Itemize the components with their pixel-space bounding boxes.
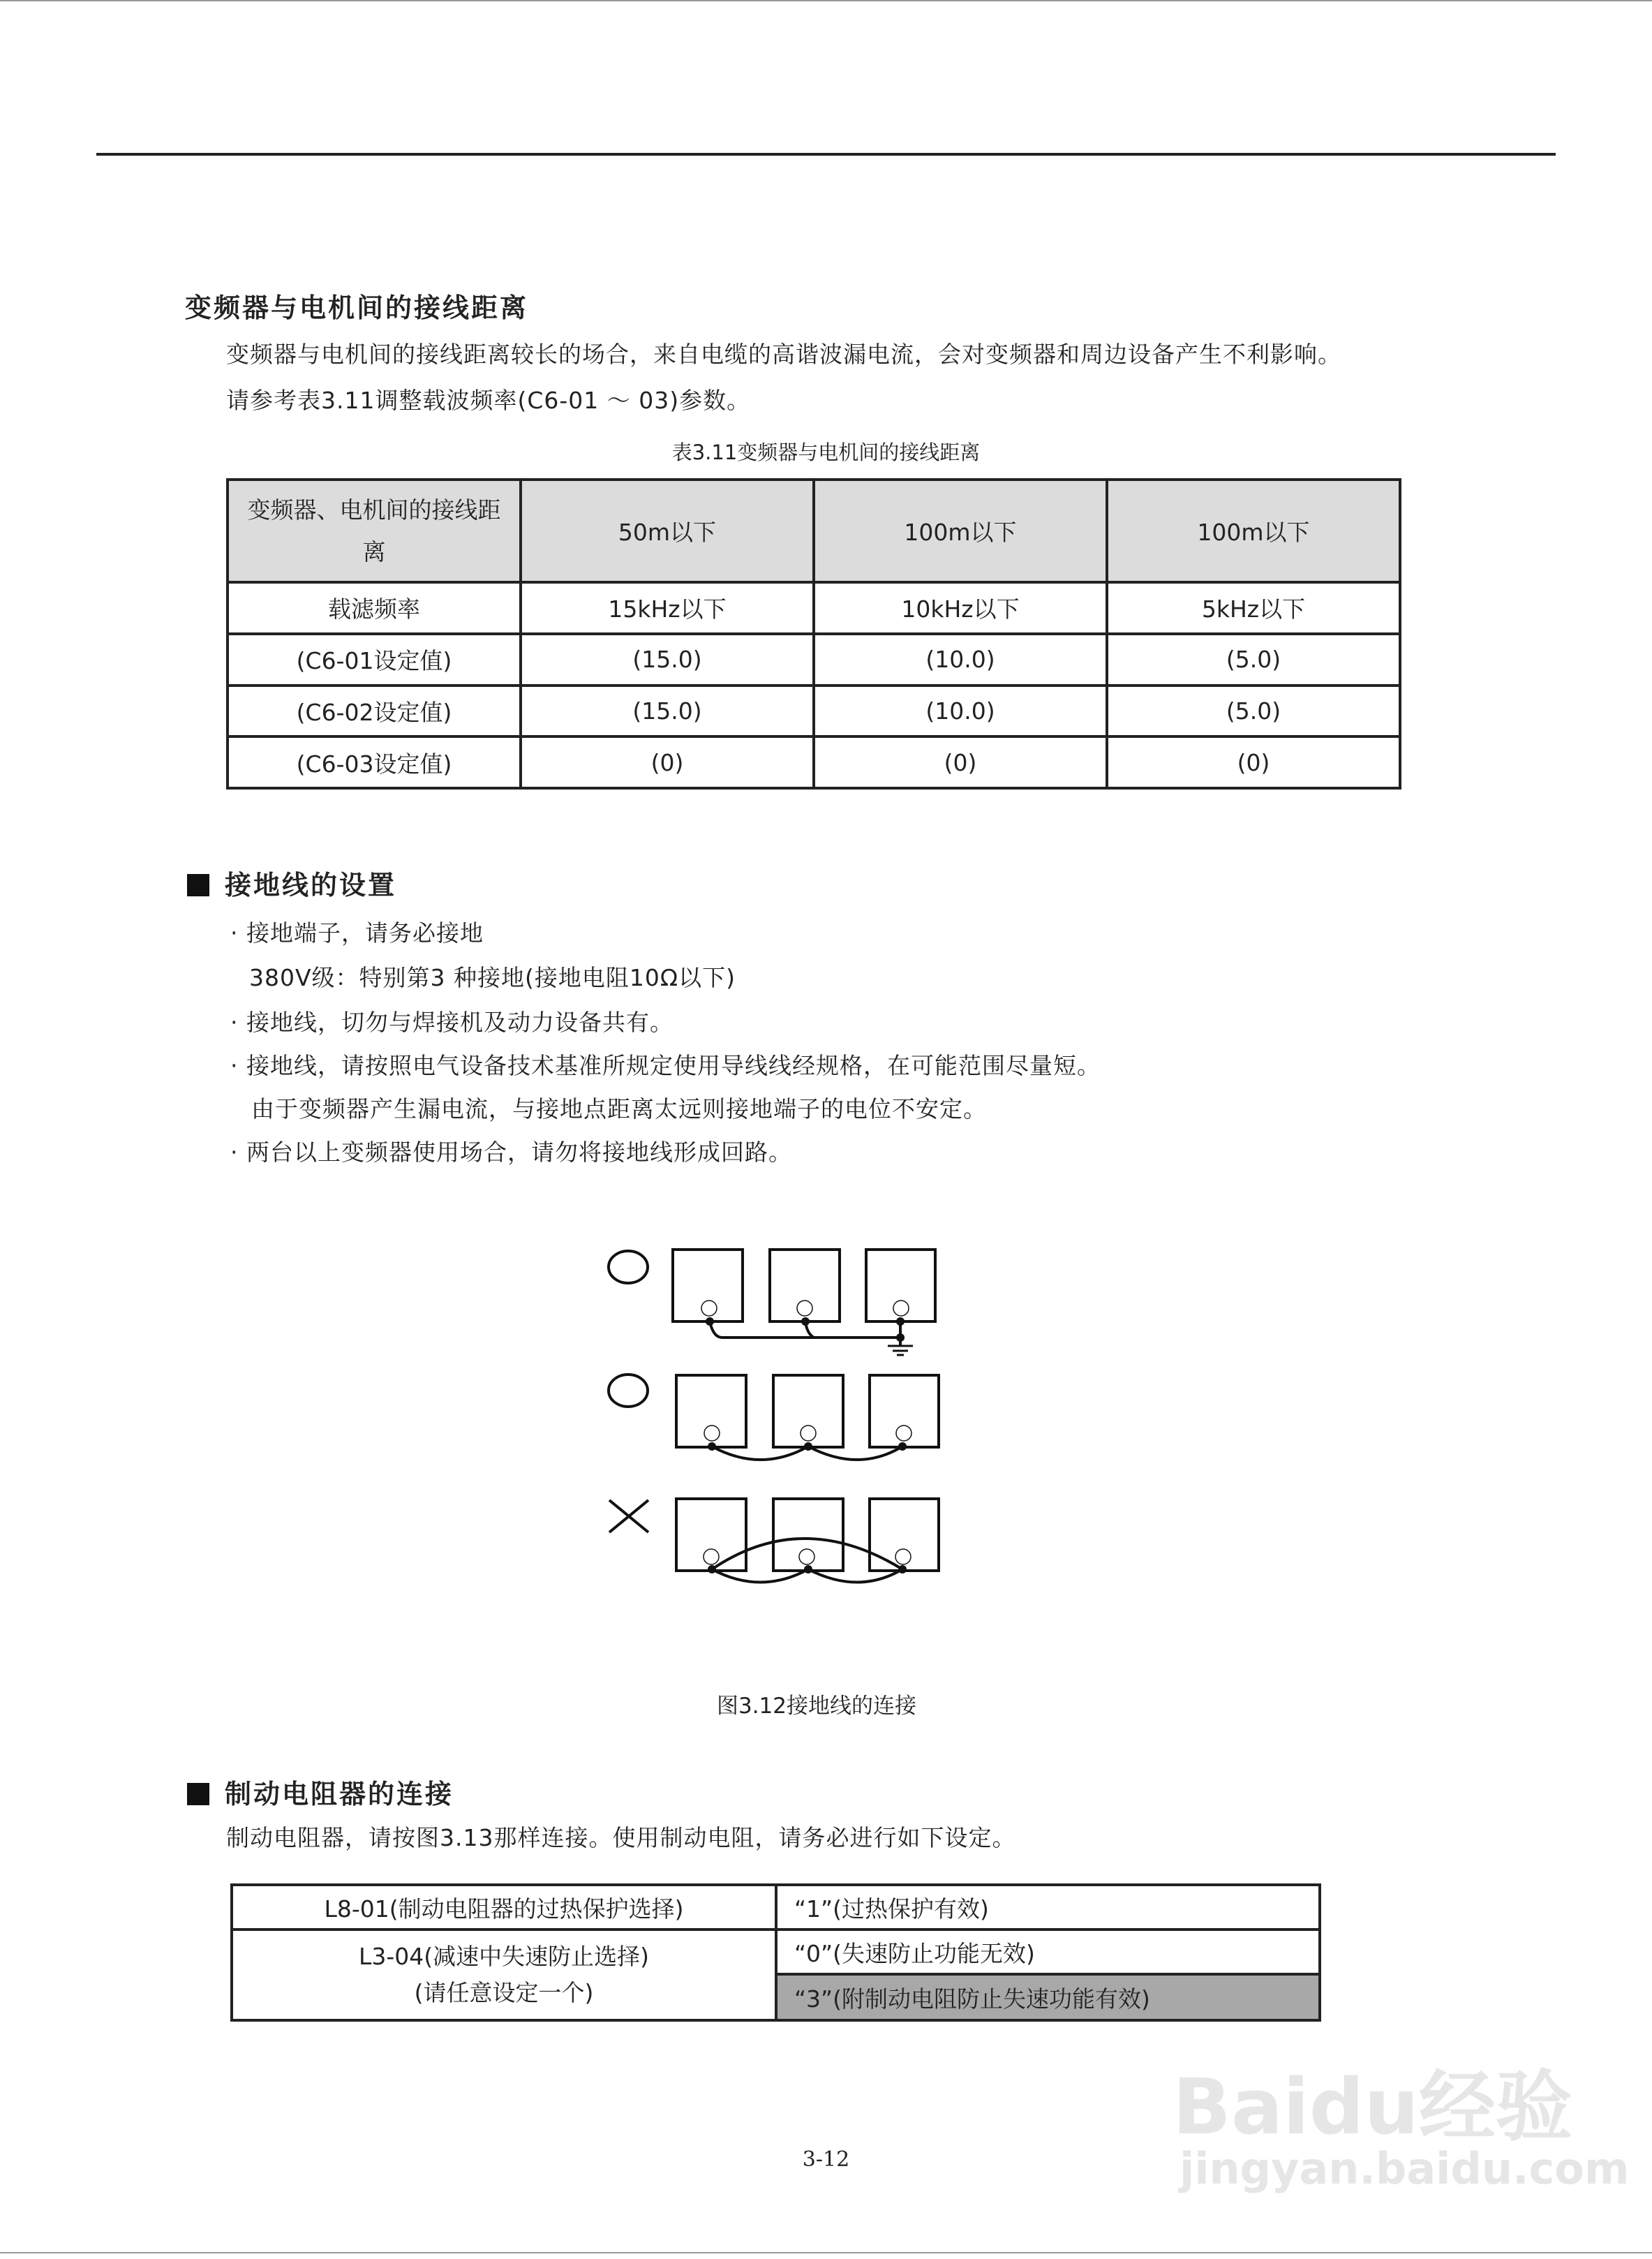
correct-mark-icon <box>609 1251 648 1283</box>
header-cell: 50m以下 <box>521 480 814 582</box>
table-cell: (10.0) <box>814 634 1107 686</box>
header-cell: 100m以下 <box>1107 480 1400 582</box>
watermark-brand: Baidu经验 <box>1173 2062 1572 2151</box>
table-cell: (0) <box>521 736 814 788</box>
table-cell: 5kHz以下 <box>1107 582 1400 634</box>
correct-mark-icon <box>609 1375 648 1407</box>
bullet-line: · 接地端子，请务必接地 <box>230 919 484 947</box>
page-edge-top <box>0 0 1652 1</box>
header-cell: 100m以下 <box>814 480 1107 582</box>
bullet-subline: 380V级：特别第3 种接地(接地电阻10Ω以下) <box>249 964 736 991</box>
figure-caption: 图3.12接地线的连接 <box>716 1694 917 1719</box>
bullet-line: · 两台以上变频器使用场合，请勿将接地线形成回路。 <box>230 1139 792 1166</box>
table-cell: (5.0) <box>1107 686 1400 737</box>
table-row <box>228 634 1400 686</box>
section3-title: 制动电阻器的连接 <box>225 1779 454 1809</box>
table-cell: (C6-03设定值) <box>228 736 521 788</box>
bullet-square-icon <box>187 1783 209 1805</box>
table-row <box>232 1930 1320 1974</box>
table-cell: “0”(失速防止功能无效) <box>776 1930 1320 1974</box>
carrier-frequency-table <box>226 478 1401 790</box>
header-cell: 变频器、电机间的接线距离 <box>228 480 521 582</box>
table-cell: 10kHz以下 <box>814 582 1107 634</box>
section1-para1: 变频器与电机间的接线距离较长的场合，来自电缆的高谐波漏电流，会对变频器和周边设备产生不利影响。 <box>226 341 1341 368</box>
section3-heading <box>187 1772 454 1811</box>
page-number: 3-12 <box>802 2147 850 2172</box>
table-cell: (0) <box>1107 736 1400 788</box>
table-row <box>228 686 1400 737</box>
table-row <box>232 1885 1320 1930</box>
table-cell-highlighted: “3”(附制动电阻防止失速功能有效) <box>776 1974 1320 2020</box>
table-cell: (C6-02设定值) <box>228 686 521 737</box>
table-cell: (10.0) <box>814 686 1107 737</box>
table-cell: (15.0) <box>521 686 814 737</box>
cell-line: L3-04(减速中失速防止选择) <box>358 1943 649 1970</box>
header-rule <box>96 153 1556 156</box>
table-row <box>228 736 1400 788</box>
table-cell: “1”(过热保护有效) <box>776 1885 1320 1930</box>
page-edge-bottom <box>0 2252 1652 2253</box>
table-cell: (15.0) <box>521 634 814 686</box>
grounding-diagram <box>593 1229 963 1675</box>
table-header-row <box>228 480 1400 582</box>
section1-title: 变频器与电机间的接线距离 <box>185 292 529 323</box>
table-cell <box>232 1930 776 2020</box>
terminal-dots <box>706 1317 907 1573</box>
table-cell: 15kHz以下 <box>521 582 814 634</box>
section2-heading <box>187 864 396 902</box>
bullet-subline: 由于变频器产生漏电流，与接地点距离太远则接地端子的电位不安定。 <box>251 1095 987 1123</box>
section3-para: 制动电阻器，请按图3.13那样连接。使用制动电阻，请务必进行如下设定。 <box>226 1824 1016 1851</box>
table-cell: 载滤频率 <box>228 582 521 634</box>
table-cell: (5.0) <box>1107 634 1400 686</box>
table-cell: (0) <box>814 736 1107 788</box>
table-caption: 表3.11变频器与电机间的接线距离 <box>671 440 981 464</box>
bullet-line: · 接地线，请按照电气设备技术基准所规定使用导线线经规格，在可能范围尽量短。 <box>230 1052 1101 1079</box>
section2-title: 接地线的设置 <box>225 870 397 901</box>
table-cell: L8-01(制动电阻器的过热保护选择) <box>232 1885 776 1930</box>
braking-settings-table <box>230 1883 1321 2022</box>
watermark-url: jingyan.baidu.com <box>1180 2143 1630 2194</box>
cell-line: (请任意设定一个) <box>414 1979 594 2006</box>
table-row <box>228 582 1400 634</box>
wrong-mark-icon <box>609 1500 648 1532</box>
ground-terminal-icons <box>701 1301 911 1564</box>
bullet-square-icon <box>187 874 209 896</box>
table-cell: (C6-01设定值) <box>228 634 521 686</box>
section1-para2: 请参考表3.11调整载波频率(C6-01 ～ 03)参数。 <box>226 387 751 414</box>
bullet-line: · 接地线，切勿与焊接机及动力设备共有。 <box>230 1009 674 1036</box>
